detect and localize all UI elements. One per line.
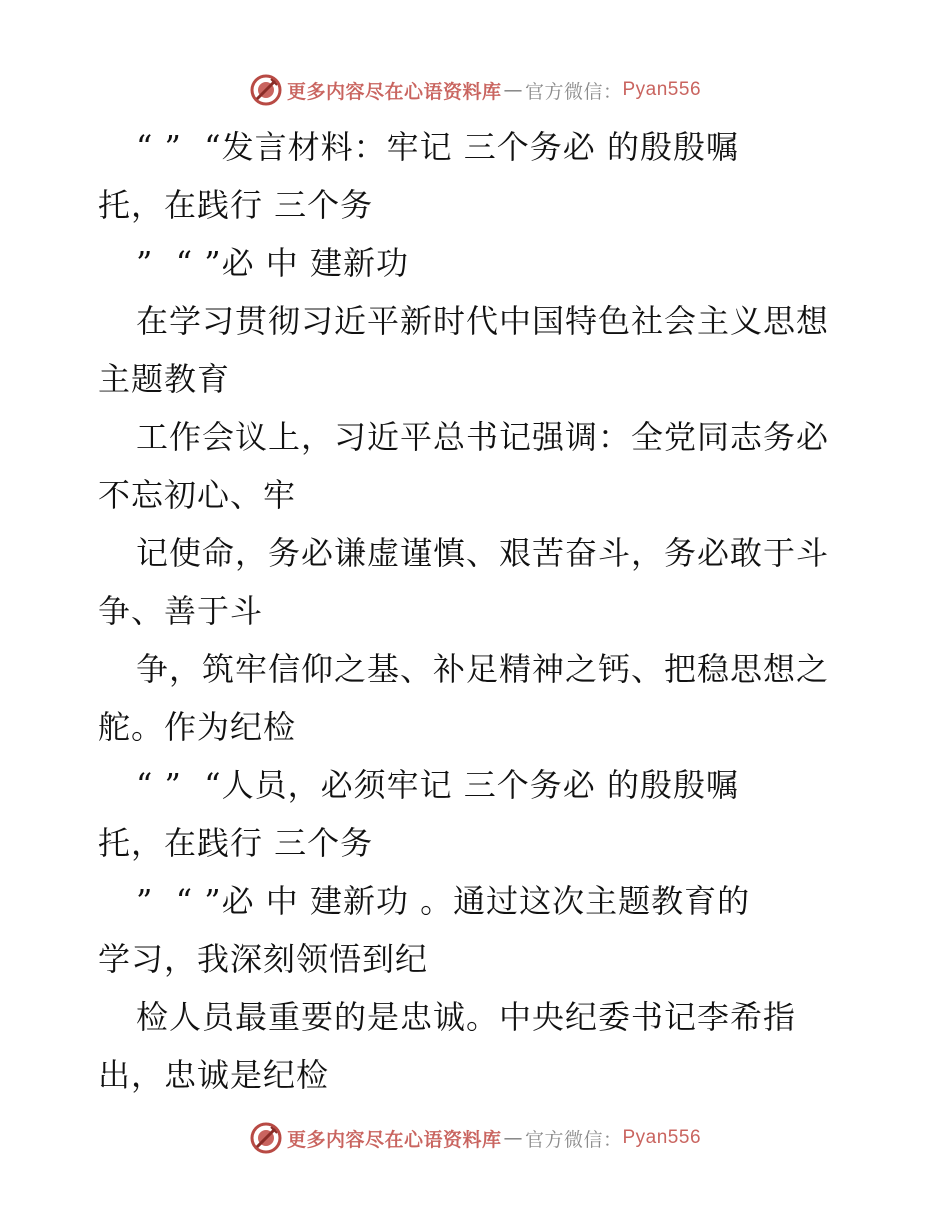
- footer-banner-text: 更多内容尽在心语资料库: [286, 1128, 502, 1151]
- text-line: 不忘初心、牢: [98, 476, 297, 514]
- header-banner: [0, 70, 950, 110]
- text-line: “ ” “发言材料：牢记 三个务必 的殷殷嘱: [136, 128, 739, 166]
- footer-wechat-id: Pyan556: [622, 1127, 702, 1148]
- footer-wechat-label: 官方微信：: [524, 1128, 623, 1151]
- text-line: 争、善于斗: [98, 592, 264, 630]
- text-line: 工作会议上，习近平总书记强调：全党同志务必: [136, 418, 830, 456]
- header-wechat-label: 官方微信：: [524, 80, 623, 103]
- text-line: 托，在践行 三个务: [98, 186, 374, 224]
- text-line: 检人员最重要的是忠诚。中央纪委书记李希指: [136, 998, 797, 1036]
- footer-banner-separator: —: [503, 1127, 523, 1149]
- pen-logo-icon: [249, 73, 283, 107]
- document-body: [98, 118, 858, 1104]
- header-banner-text: 更多内容尽在心语资料库: [286, 80, 502, 103]
- text-line: 舵。作为纪检: [98, 708, 297, 746]
- text-line: 出，忠诚是纪检: [98, 1056, 330, 1094]
- text-line: ” “ ”必 中 建新功 。通过这次主题教育的: [136, 882, 751, 920]
- text-line: ” “ ”必 中 建新功: [136, 244, 409, 282]
- text-line: “ ” “人员，必须牢记 三个务必 的殷殷嘱: [136, 766, 739, 804]
- text-line: 主题教育: [98, 360, 231, 398]
- text-line: 记使命，务必谦虚谨慎、艰苦奋斗，务必敢于斗: [136, 534, 830, 572]
- text-line: 托，在践行 三个务: [98, 824, 374, 862]
- footer-banner: [0, 1118, 950, 1158]
- text-line: 争，筑牢信仰之基、补足精神之钙、把稳思想之: [136, 650, 830, 688]
- pen-logo-icon: [249, 1121, 283, 1155]
- text-line: 在学习贯彻习近平新时代中国特色社会主义思想: [136, 302, 830, 340]
- header-banner-separator: —: [503, 79, 523, 101]
- header-wechat-id: Pyan556: [622, 79, 702, 100]
- text-line: 学习，我深刻领悟到纪: [98, 940, 429, 978]
